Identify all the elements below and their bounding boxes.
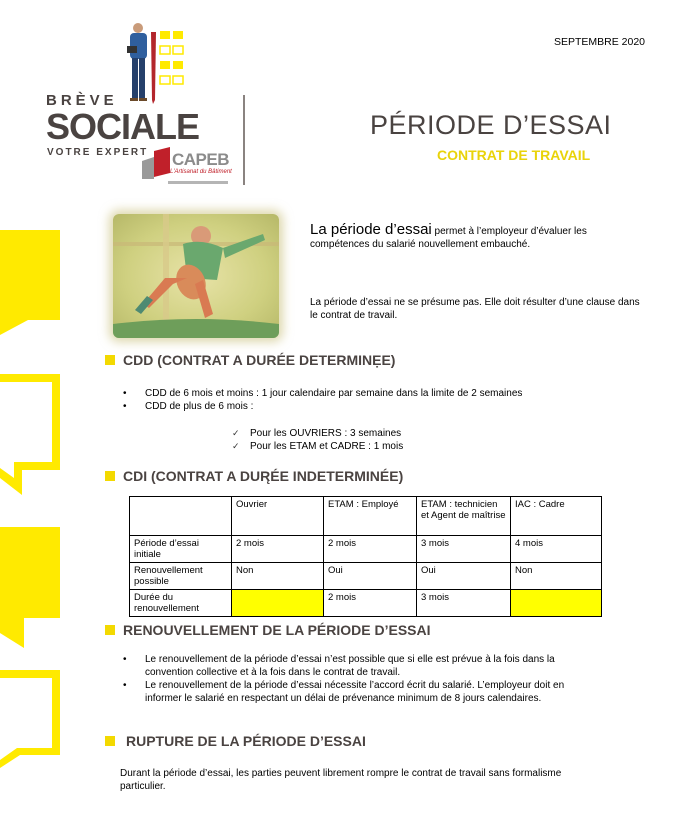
table-header-row	[130, 497, 602, 536]
cdd-check-list	[232, 427, 592, 453]
table-cell: 4 mois	[511, 536, 602, 563]
table-row	[130, 536, 602, 563]
table-cell: 3 mois	[417, 536, 511, 563]
page-subtitle: CONTRAT DE TRAVAIL	[437, 147, 591, 163]
table-header-cell: IAC : Cadre	[511, 497, 602, 536]
table-header-cell: ETAM : technicien et Agent de maîtrise	[417, 497, 511, 536]
section-heading-cdd-text: CDD (CONTRAT A DURÉE DETERMINẸE)	[123, 352, 396, 368]
check-item-text: Pour les OUVRIERS : 3 semaines	[250, 428, 402, 439]
table-cell-highlighted	[232, 590, 324, 617]
table-row	[130, 590, 602, 617]
table-row	[130, 563, 602, 590]
intro-paragraph: La période d’essai ne se présume pas. Elle doit résulter d’une clause dans le contrat de travail.	[310, 297, 640, 321]
speech-bubble-filled-icon	[0, 527, 60, 648]
logo-sociale: SOCIALE	[46, 106, 200, 147]
expert-illustration	[118, 20, 198, 110]
speech-bubble-filled-icon	[0, 230, 60, 335]
issue-date: SEPTEMBRE 2020	[553, 36, 645, 48]
section-heading-cdi	[105, 468, 403, 484]
page-title: PÉRIODE D’ESSAI	[370, 110, 612, 140]
intro-lead	[310, 223, 640, 251]
table-cell: Renouvellement possible	[130, 563, 232, 590]
intro-lead-text: permet à l’employeur d’évaluer les compétences du salarié nouvellement embauché.	[310, 226, 587, 250]
table-header-cell: ETAM : Employé	[324, 497, 417, 536]
table-cell: Durée du renouvellement	[130, 590, 232, 617]
check-item-text: Pour les ETAM et CADRE : 1 mois	[250, 441, 404, 452]
intro-lead-term: La période d’essai	[310, 221, 432, 238]
square-bullet-icon	[105, 736, 115, 746]
section-heading-cdi-text: CDI (CONTRAT A DUR̨ÉE INDETERMINÉE)	[123, 468, 404, 484]
section-heading-renouvellement-text: RENOUVELLEMENT DE LA PÉRIODE D’ESSAI	[123, 622, 431, 638]
capeb-name: CAPEB	[172, 150, 230, 169]
table-cell: Oui	[324, 563, 417, 590]
table-cell: 3 mois	[417, 590, 511, 617]
cdd-bullet-list	[117, 387, 637, 413]
checkmark-icon: ✓	[232, 441, 240, 451]
list-item: • Le renouvellement de la période d’essai n’est possible que si elle est prévue à la fois dans la convention collective et à la fois dans le contrat de travail.	[117, 653, 597, 679]
section-heading-rupture	[105, 733, 366, 749]
logo-breve: BRÈVE	[46, 92, 118, 109]
table-cell-highlighted	[511, 590, 602, 617]
cdi-trial-period-table	[129, 496, 602, 617]
list-item: • CDD de 6 mois et moins : 1 jour calendaire par semaine dans la limite de 2 semaines	[117, 387, 637, 400]
speech-bubble-outline-icon	[0, 670, 60, 768]
square-bullet-icon	[105, 355, 115, 365]
rugby-player-image	[113, 214, 279, 338]
table-header-cell	[130, 497, 232, 536]
list-item	[232, 440, 592, 453]
table-cell: 2 mois	[324, 590, 417, 617]
table-cell: Non	[232, 563, 324, 590]
list-item	[232, 427, 592, 440]
capeb-tagline: L'Artisanat du Bâtiment	[170, 169, 232, 175]
list-item: • CDD de plus de 6 mois :	[117, 400, 637, 413]
table-cell: 2 mois	[232, 536, 324, 563]
logo-votre-expert: VOTRE EXPERT	[47, 147, 149, 158]
section-heading-renouvellement	[105, 622, 431, 638]
section-heading-rupture-text: RUPTURE DE LA PÉRIODE D’ESSAI	[126, 733, 366, 749]
table-cell: Oui	[417, 563, 511, 590]
rupture-paragraph: Durant la période d’essai, les parties peuvent librement rompre le contrat de travail sans formalisme particulier.	[120, 768, 562, 792]
table-cell: Non	[511, 563, 602, 590]
checkmark-icon: ✓	[232, 428, 240, 438]
header-divider	[243, 95, 245, 185]
table-cell: 2 mois	[324, 536, 417, 563]
list-item: • Le renouvellement de la période d’essai nécessite l’accord écrit du salarié. L’employeur doit en informer le salarié en respectant un délai de prévenance minimum de 8 jours calendaires.	[117, 679, 597, 705]
section-heading-cdd	[105, 352, 395, 368]
square-bullet-icon	[105, 625, 115, 635]
table-header-cell: Ouvrier	[232, 497, 324, 536]
square-bullet-icon	[105, 471, 115, 481]
table-cell: Période d’essai initiale	[130, 536, 232, 563]
speech-bubble-outline-icon	[0, 374, 60, 495]
renouvellement-bullet-list	[117, 653, 597, 705]
